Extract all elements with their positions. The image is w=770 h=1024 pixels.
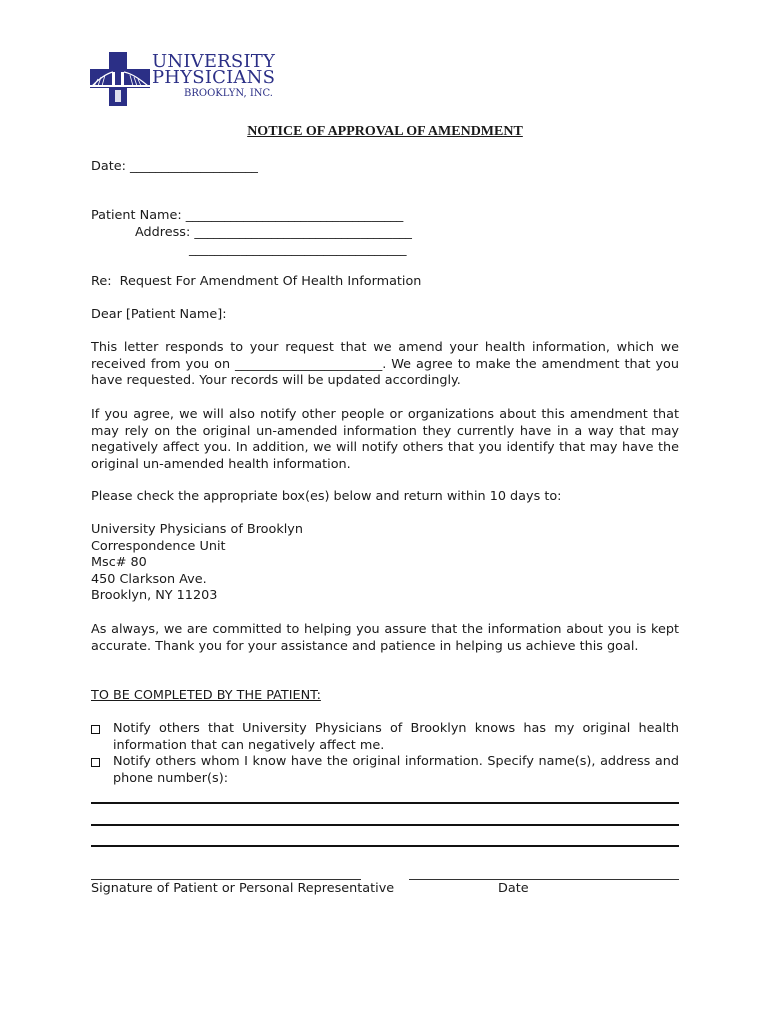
logo-text-physicians: PHYSICIANS bbox=[152, 67, 276, 88]
logo-text-university: UNIVERSITY bbox=[152, 51, 276, 72]
write-in-line[interactable] bbox=[91, 845, 679, 847]
patient-section-heading: TO BE COMPLETED BY THE PATIENT: bbox=[91, 688, 321, 703]
checkbox-item-notify-upb[interactable] bbox=[91, 721, 679, 754]
address-field-line-2: __________________________________ bbox=[189, 242, 407, 257]
return-address-line: Brooklyn, NY 11203 bbox=[91, 588, 218, 604]
checkbox[interactable] bbox=[91, 758, 100, 767]
date-label: Date bbox=[498, 881, 529, 896]
checkbox-label: Notify others that University Physicians of Brooklyn knows has my original health information that can negatively affect me. bbox=[113, 721, 679, 753]
signature-label: Signature of Patient or Personal Representative bbox=[91, 881, 395, 896]
re-line: Re: Request For Amendment Of Health Information bbox=[91, 274, 422, 289]
return-address-line: 450 Clarkson Ave. bbox=[91, 571, 207, 587]
address-field-line: Address: __________________________________ bbox=[135, 225, 412, 240]
return-address bbox=[91, 522, 679, 605]
write-in-line[interactable] bbox=[91, 802, 679, 804]
bridge-cross-emblem-icon bbox=[90, 52, 150, 106]
date-field-line: Date: ____________________ bbox=[91, 159, 258, 174]
paragraph-instructions: Please check the appropriate box(es) below and return within 10 days to: bbox=[91, 489, 562, 504]
paragraph-notify: If you agree, we will also notify other people or organizations about this amendment that may rely on the original un-amended information they currently have in a way that may negatively affect you. In addition, we will notify others that you identify that may have the original un-amended health information. bbox=[91, 407, 679, 472]
logo-text-brooklyn: BROOKLYN, INC. bbox=[184, 88, 273, 99]
document-title: NOTICE OF APPROVAL OF AMENDMENT bbox=[247, 124, 523, 139]
paragraph-closing: As always, we are committed to helping you assure that the information about you is kept accurate. Thank you for your assistance and patience in helping us achieve this goal. bbox=[91, 622, 679, 654]
return-address-line: Correspondence Unit bbox=[91, 538, 226, 554]
date-signature-line[interactable] bbox=[409, 879, 679, 880]
checkbox[interactable] bbox=[91, 725, 100, 734]
salutation: Dear [Patient Name]: bbox=[91, 307, 227, 322]
return-address-line: Msc# 80 bbox=[91, 555, 147, 571]
signature-line[interactable] bbox=[91, 879, 361, 880]
university-physicians-logo bbox=[90, 52, 280, 106]
write-in-line[interactable] bbox=[91, 824, 679, 826]
paragraph-response: This letter responds to your request that we amend your health information, which we received from you on _______________________. We agree to make the amendment that you have requested. Your records will be updated accordingly. bbox=[91, 340, 679, 389]
patient-name-field-line: Patient Name: __________________________________ bbox=[91, 208, 404, 223]
checkbox-label: Notify others whom I know have the original information. Specify name(s), address and phone number(s): bbox=[113, 754, 679, 786]
checkbox-item-notify-others[interactable] bbox=[91, 754, 679, 787]
return-address-line: University Physicians of Brooklyn bbox=[91, 522, 303, 537]
